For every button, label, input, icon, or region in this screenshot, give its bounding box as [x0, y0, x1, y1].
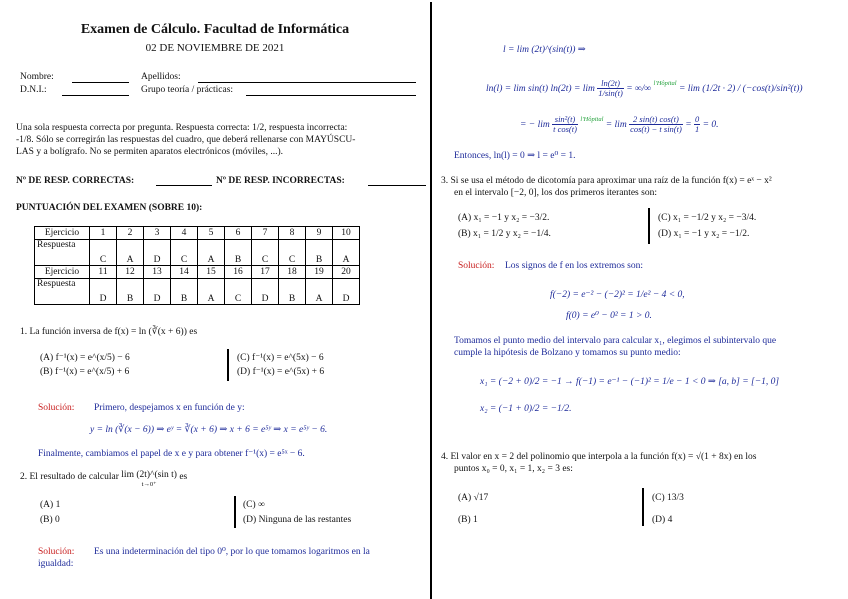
q4-line-2: puntos x₀ = 0, x₁ = 1, x₂ = 3 es: [454, 464, 573, 474]
q4-option-c: (C) 13/3 [652, 493, 684, 503]
table-cell: 15 [198, 266, 225, 279]
table-cell: 16 [225, 266, 252, 279]
instructions-line-2: -1/8. Sólo se corregirán las respuestas del cuadro, que deberá rellenarse con MAYÚSCU- [16, 135, 356, 145]
q1-solution-text: Primero, despejamos x en función de y: [94, 403, 245, 413]
table-cell: 4 [171, 227, 198, 240]
exam-title: Examen de Cálculo. Facultad de Informática [80, 22, 350, 37]
r-eq2-lhopital: l'Hôpital [653, 80, 677, 87]
answer-cell[interactable]: C [279, 240, 306, 266]
dni-field[interactable] [62, 95, 129, 96]
table-cell: 5 [198, 227, 225, 240]
r-eq2-frac-d: 1/sin(t) [598, 88, 623, 99]
incorrect-field[interactable] [368, 185, 426, 186]
table-cell: 14 [171, 266, 198, 279]
answer-cell[interactable]: B [117, 279, 144, 305]
r-eq3-f1-n: sin²(t) [552, 115, 578, 125]
table-cell: 7 [252, 227, 279, 240]
answer-cell[interactable]: C [171, 240, 198, 266]
answer-cell[interactable]: C [225, 279, 252, 305]
q3-option-c: (C) x₁ = −1/2 y x₂ = −3/4. [658, 213, 757, 223]
q2-limit-sub: t→0⁺ [141, 481, 157, 488]
apellidos-label: Apellidos: [141, 72, 181, 82]
q1-statement: 1. La función inversa de f(x) = ln (∛(x + 6)) es [20, 327, 198, 337]
answer-cell[interactable]: D [144, 279, 171, 305]
answer-cell[interactable]: B [225, 240, 252, 266]
q3-option-a: (A) x₁ = −1 y x₂ = −3/2. [458, 213, 550, 223]
r-eq3-lhopital: l'Hôpital [580, 116, 604, 123]
dni-label: D.N.I.: [20, 85, 47, 95]
q1-option-a: (A) f⁻¹(x) = e^(x/5) − 6 [40, 353, 130, 363]
answer-cell[interactable]: B [279, 279, 306, 305]
table-cell: 1 [90, 227, 117, 240]
q2-statement [20, 471, 187, 489]
answer-cell[interactable]: A [333, 240, 360, 266]
answer-cell[interactable]: B [306, 240, 333, 266]
r-eq2-mid: = ∞/∞ [626, 84, 652, 94]
r-eq3-d: = 0. [702, 120, 719, 130]
answer-cell[interactable]: D [252, 279, 279, 305]
q2-text-end: es [179, 472, 188, 482]
table-cell: 6 [225, 227, 252, 240]
r-eq1: l = lim (2t)^(sin(t)) ⇒ [503, 45, 586, 55]
q1-option-d: (D) f⁻¹(x) = e^(5x) + 6 [237, 367, 325, 377]
table-row [35, 240, 360, 266]
incorrect-label: Nº DE RESP. INCORRECTAS: [216, 176, 345, 186]
apellidos-field[interactable] [198, 82, 416, 83]
r-eq3-frac1 [552, 115, 578, 134]
table-cell: 13 [144, 266, 171, 279]
column-divider [430, 2, 432, 599]
exam-date: 02 DE NOVIEMBRE DE 2021 [145, 42, 285, 54]
answer-cell[interactable]: A [306, 279, 333, 305]
table-cell: 18 [279, 266, 306, 279]
q2-option-b: (B) 0 [40, 515, 60, 525]
r-entonces: Entonces, ln(l) = 0 ⇒ l = e⁰ = 1. [454, 151, 576, 161]
r-eq3-frac2 [629, 115, 683, 134]
answer-cell[interactable]: D [144, 240, 171, 266]
q1-option-b: (B) f⁻¹(x) = e^(x/5) + 6 [40, 367, 130, 377]
q2-solution-label: Solución: [38, 547, 75, 557]
grupo-label: Grupo teoría / prácticas: [141, 85, 234, 95]
instructions-line-3: LAS y a bolígrafo. No se permiten aparatos electrónicos (móviles, ...). [16, 147, 283, 157]
nombre-label: Nombre: [20, 72, 54, 82]
answer-cell[interactable]: A [117, 240, 144, 266]
table-cell: 2 [117, 227, 144, 240]
r-eq3-a: = − lim [520, 120, 550, 130]
q3-tomamos-1: Tomamos el punto medio del intervalo para calcular x₁, elegimos el subintervalo que [454, 336, 777, 346]
answer-cell[interactable]: A [198, 240, 225, 266]
q4-option-d: (D) 4 [652, 515, 673, 525]
q3-x1: x₁ = (−2 + 0)/2 = −1 → f(−1) = e⁻¹ − (−1)² = 1/e − 1 < 0 ⇒ [a, b] = [−1, 0] [480, 377, 780, 387]
table-cell: 10 [333, 227, 360, 240]
q2-limit [121, 471, 177, 489]
table-cell: 11 [90, 266, 117, 279]
q3-tomamos-2: cumple la hipótesis de Bolzano y tomamos su punto medio: [454, 348, 681, 358]
table-cell: 8 [279, 227, 306, 240]
answer-cell[interactable]: A [198, 279, 225, 305]
q4-option-b: (B) 1 [458, 515, 478, 525]
q3-line-2: en el intervalo [−2, 0], los dos primeros iterantes son: [454, 188, 657, 198]
answer-cell[interactable]: B [171, 279, 198, 305]
q3-option-b: (B) x₁ = 1/2 y x₂ = −1/4. [458, 229, 551, 239]
q4-options-divider [642, 488, 644, 526]
q3-options-divider [648, 208, 650, 244]
q1-solution-equation: y = ln (∛(x − 6)) ⇒ eʸ = ∛(x + 6) ⇒ x + 6 = e⁵ʸ ⇒ x = e⁵ʸ − 6. [90, 425, 328, 435]
table-cell: 12 [117, 266, 144, 279]
q2-solution-line-2: igualdad: [38, 559, 74, 569]
q1-solution-label: Solución: [38, 403, 75, 413]
r-eq3-f3-n: 0 [695, 114, 700, 125]
q3-solution-text: Los signos de f en los extremos son: [505, 261, 644, 271]
q2-option-c: (C) ∞ [243, 500, 265, 510]
table-row [35, 266, 360, 279]
table-row [35, 227, 360, 240]
q3-solution-label: Solución: [458, 261, 495, 271]
r-eq3 [520, 114, 719, 134]
puntuacion-label: PUNTUACIÓN DEL EXAMEN (SOBRE 10): [16, 203, 203, 213]
r-eq3-f2-d: cos(t) − t sin(t) [630, 124, 682, 135]
r-eq3-f2-n: 2 sin(t) cos(t) [629, 115, 683, 125]
q2-option-a: (A) 1 [40, 500, 61, 510]
table-cell: 17 [252, 266, 279, 279]
q2-option-d: (D) Ninguna de las restantes [243, 515, 352, 525]
r-eq2-right: = lim (1/2t · 2) / (−cos(t)/sin²(t)) [678, 84, 803, 94]
r-eq3-b: = lim [605, 120, 627, 130]
q2-solution-line-1: Es una indeterminación del tipo 0⁰, por lo que tomamos logaritmos en la [94, 547, 370, 557]
q1-option-c: (C) f⁻¹(x) = e^(5x) − 6 [237, 353, 324, 363]
answer-table [34, 226, 360, 305]
correct-label: Nº DE RESP. CORRECTAS: [16, 176, 135, 186]
correct-field[interactable] [156, 185, 212, 186]
q3-eq2: f(0) = e⁰ − 0² = 1 > 0. [566, 311, 652, 321]
table-header-cell: Respuesta [35, 240, 90, 266]
r-eq2-frac-n: ln(2t) [597, 79, 624, 89]
q3-option-d: (D) x₁ = −1 y x₂ = −1/2. [658, 229, 750, 239]
table-header-cell: Ejercicio [35, 266, 90, 279]
answer-cell[interactable]: C [90, 240, 117, 266]
instructions-line-1: Una sola respuesta correcta por pregunta. Respuesta correcta: 1/2, respuesta incorrecta: [16, 123, 348, 133]
q1-options-divider [227, 349, 229, 381]
grupo-field[interactable] [246, 95, 416, 96]
answer-cell[interactable]: C [252, 240, 279, 266]
answer-cell[interactable]: D [90, 279, 117, 305]
q4-line-1: 4. El valor en x = 2 del polinomio que interpola a la función f(x) = √(1 + 8x) en los [441, 452, 757, 462]
q1-final: Finalmente, cambiamos el papel de x e y para obtener f⁻¹(x) = e⁵ˣ − 6. [38, 449, 305, 459]
q3-eq1: f(−2) = e⁻² − (−2)² = 1/e² − 4 < 0, [550, 290, 685, 300]
table-row [35, 279, 360, 305]
table-cell: 9 [306, 227, 333, 240]
q3-line-1: 3. Si se usa el método de dicotomía para aproximar una raíz de la función f(x) = eˣ − x² [441, 176, 772, 186]
q2-text: 2. El resultado de calcular [20, 472, 119, 482]
r-eq3-f3-d: 1 [695, 124, 700, 135]
q2-options-divider [234, 496, 236, 528]
r-eq3-c: = [685, 120, 692, 130]
r-eq3-f1-d: t cos(t) [553, 124, 577, 135]
table-cell: 20 [333, 266, 360, 279]
q2-limit-expr: lim (2t)^(sin t) [121, 470, 177, 480]
table-header-cell: Ejercicio [35, 227, 90, 240]
table-cell: 3 [144, 227, 171, 240]
nombre-field[interactable] [72, 82, 129, 83]
table-header-cell: Respuesta [35, 279, 90, 305]
r-eq2 [486, 78, 803, 98]
q3-x2: x₂ = (−1 + 0)/2 = −1/2. [480, 404, 572, 414]
q4-option-a: (A) √17 [458, 493, 489, 503]
answer-cell[interactable]: D [333, 279, 360, 305]
r-eq2-frac [597, 79, 624, 98]
table-cell: 19 [306, 266, 333, 279]
r-eq3-frac3 [694, 115, 700, 134]
r-eq2-left: ln(l) = lim sin(t) ln(2t) = lim [486, 84, 595, 94]
